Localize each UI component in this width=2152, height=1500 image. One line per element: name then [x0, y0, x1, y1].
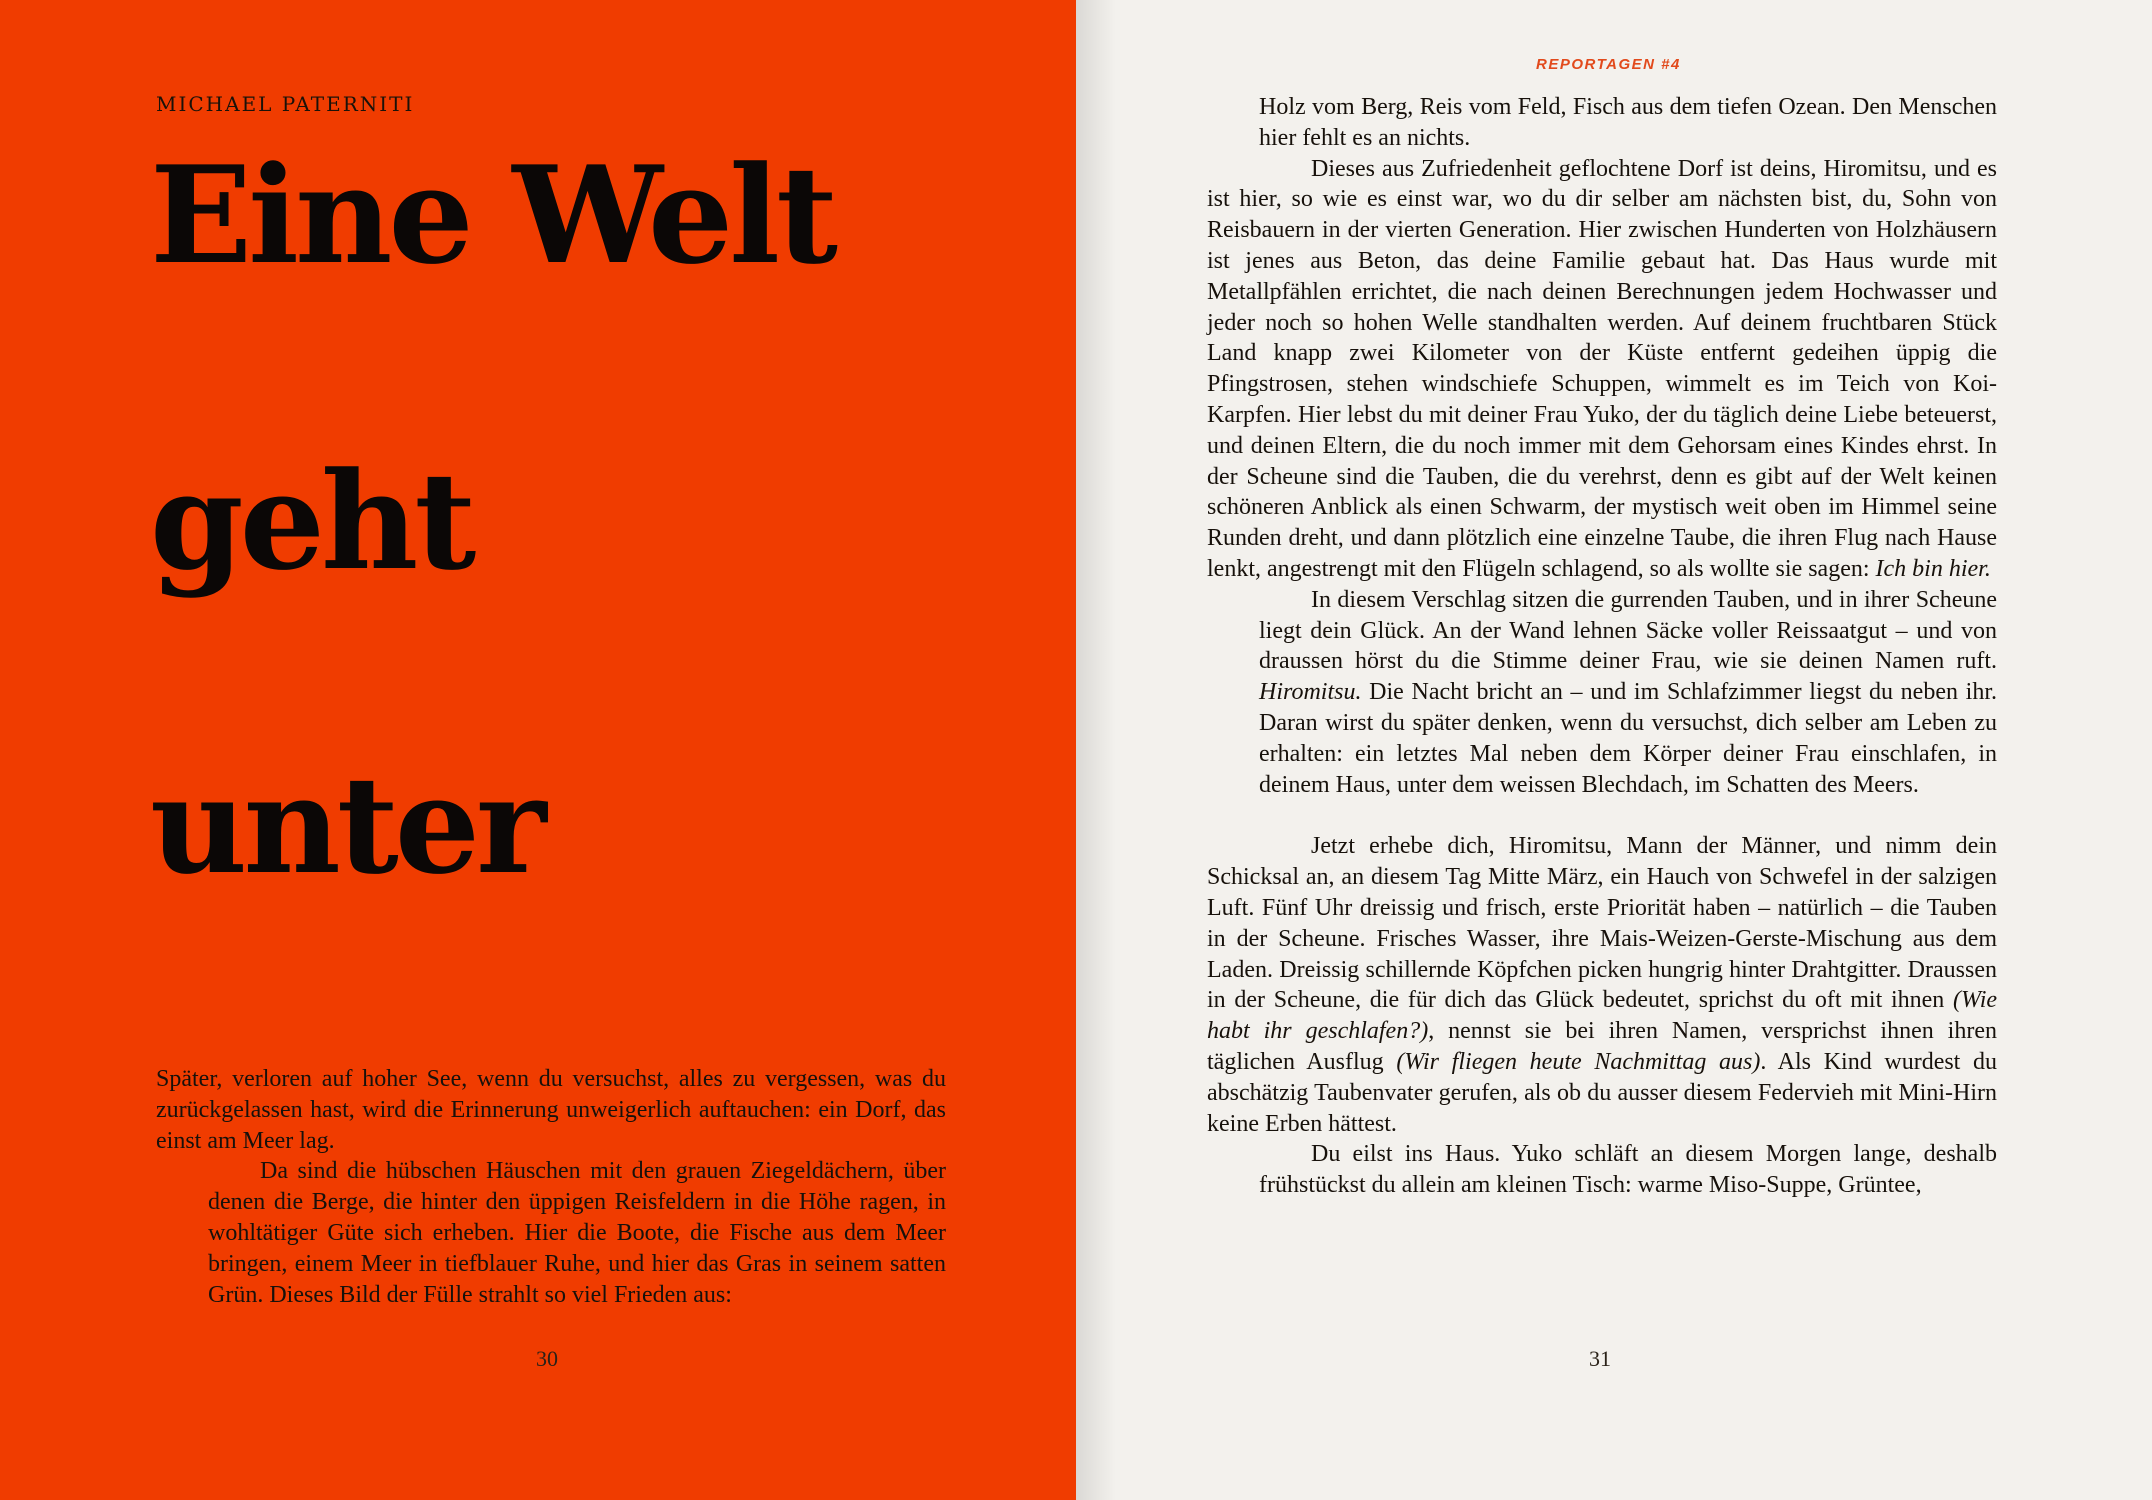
headline-line-1: Eine Welt	[150, 136, 834, 294]
headline-line-3: unter	[150, 746, 543, 904]
body-paragraph-2-text: Dieses aus Zufriedenheit geflochtene Dorf ist deins, Hiromitsu, und es ist hier, so wie es einst war, wo du dir selber am nächsten bist, du, Sohn von Reisbauern in der vierten Generation. Hier zwischen Hunderten von Holzhäusern ist jenes aus Beton, das deine Familie gebaut hat. Das Haus wurde mit Metallpfählen errichtet, die nach deinen Berechnungen jedem Hochwasser und jeder noch so hohen Welle standhalten werden. Auf deinem fruchtbaren Stück Land knapp zwei Kilometer von der Küste entfernt gedeihen üppig die Pfingstrosen, stehen windschiefe Schuppen, wimmelt es im Teich von Koi-Karpfen. Hier lebst du mit deiner Frau Yuko, der du täglich deine Liebe beteuerst, und deinen Eltern, die du noch immer mit dem Gehorsam eines Kindes ehrst. In der Scheune sind die Tauben, die du verehrst, denn es gibt auf der Welt keinen schöneren Anblick als einen Schwarm, der mystisch weit oben im Himmel seine Runden dreht, und dann plötzlich eine einzelne Taube, die ihren Flug nach Hause lenkt, angestrengt mit den Flügeln schlagend, so als wollte sie sagen:	[1207, 155, 1997, 582]
gutter-shadow	[1076, 0, 1116, 1500]
left-body-text	[156, 1064, 946, 1310]
section-gap	[1207, 800, 1997, 831]
body-paragraph-3-text-a: In diesem Verschlag sitzen die gurrenden Tauben, und in ihrer Scheune liegt dein Glück. An der Wand lehnen Säcke voller Reissaatgut – und von draussen hörst du die Stimme deiner Frau, wie sie deinen Namen ruft.	[1259, 586, 1997, 675]
body-paragraph-4-text-c: . Als Kind wurdest du abschätzig Taubenvater gerufen, als ob du ausser diesem Federvieh mit Mini-Hirn keine Erben hättest.	[1207, 1048, 1998, 1137]
body-paragraph-3	[1207, 585, 1997, 801]
page-number-left: 30	[536, 1346, 558, 1371]
body-paragraph-4-text-a: Jetzt erhebe dich, Hiromitsu, Mann der Männer, und nimm dein Schicksal an, an diesem Tag Mitte März, ein Hauch von Schwefel in der salzigen Luft. Fünf Uhr dreissig und frisch, erste Priorität haben – natürlich – die Tauben in der Scheune. Frisches Wasser, ihre Mais-Weizen-Gerste-Mischung aus dem Laden. Dreissig schillernde Köpfchen picken hungrig hinter Drahtgitter. Draussen in der Scheune, die für dich das Glück bedeutet, sprichst du oft mit ihnen	[1207, 833, 1997, 1014]
author-name: MICHAEL PATERNITI	[156, 92, 415, 116]
body-paragraph-1-text: Holz vom Berg, Reis vom Feld, Fisch aus dem tiefen Ozean. Den Menschen hier fehlt es an nichts.	[1259, 94, 1997, 151]
lead-paragraph: Später, verloren auf hoher See, wenn du versuchst, alles zu vergessen, was du zurückgelassen hast, wird die Erinnerung unweigerlich auftauchen: ein Dorf, das einst am Meer lag.	[156, 1066, 946, 1154]
italic-name: Hiromitsu.	[1259, 679, 1362, 706]
italic-quote-2: (Wir fliegen heute Nachmittag aus)	[1396, 1048, 1761, 1075]
page-number-right: 31	[1589, 1346, 1611, 1371]
body-paragraph-2	[1207, 154, 1997, 585]
running-head: REPORTAGEN #4	[1536, 56, 1681, 73]
body-paragraph-1	[1207, 92, 1997, 154]
italic-phrase: Ich bin hier.	[1875, 555, 1991, 582]
body-paragraph-4-text-b: , nennst sie bei ihren Namen, versprichst ihnen ihren täglichen Ausflug	[1207, 1018, 1997, 1075]
headline-line-2: geht	[150, 442, 473, 600]
body-paragraph-text: Da sind die hübschen Häuschen mit den grauen Ziegeldächern, über denen die Berge, die hinter den üppigen Reisfeldern in die Höhe ragen, in wohltätiger Güte sich erheben. Hier die Boote, die Fische aus dem Meer bringen, einem Meer in tiefblauer Ruhe, und hier das Gras in seinem satten Grün. Dieses Bild der Fülle strahlt so viel Frieden aus:	[208, 1158, 946, 1308]
body-paragraph	[156, 1156, 946, 1310]
body-paragraph-4	[1207, 831, 1997, 1139]
right-body-text	[1207, 92, 1997, 1201]
italic-quote-1: (Wie habt ihr geschlafen?)	[1207, 987, 1998, 1045]
body-paragraph-5-text: Du eilst ins Haus. Yuko schläft an diesem Morgen lange, deshalb frühstückst du allein am kleinen Tisch: warme Miso-Suppe, Grüntee,	[1259, 1141, 1997, 1199]
body-paragraph-3-text-b: Die Nacht bricht an – und im Schlafzimmer liegst du neben ihr. Daran wirst du später denken, wenn du versuchst, dich selber am Leben zu erhalten: ein letztes Mal neben dem Körper deiner Frau einschlafen, in deinem Haus, unter dem weissen Blechdach, im Schatten des Meers.	[1259, 679, 1997, 798]
body-paragraph-5	[1207, 1139, 1997, 1201]
